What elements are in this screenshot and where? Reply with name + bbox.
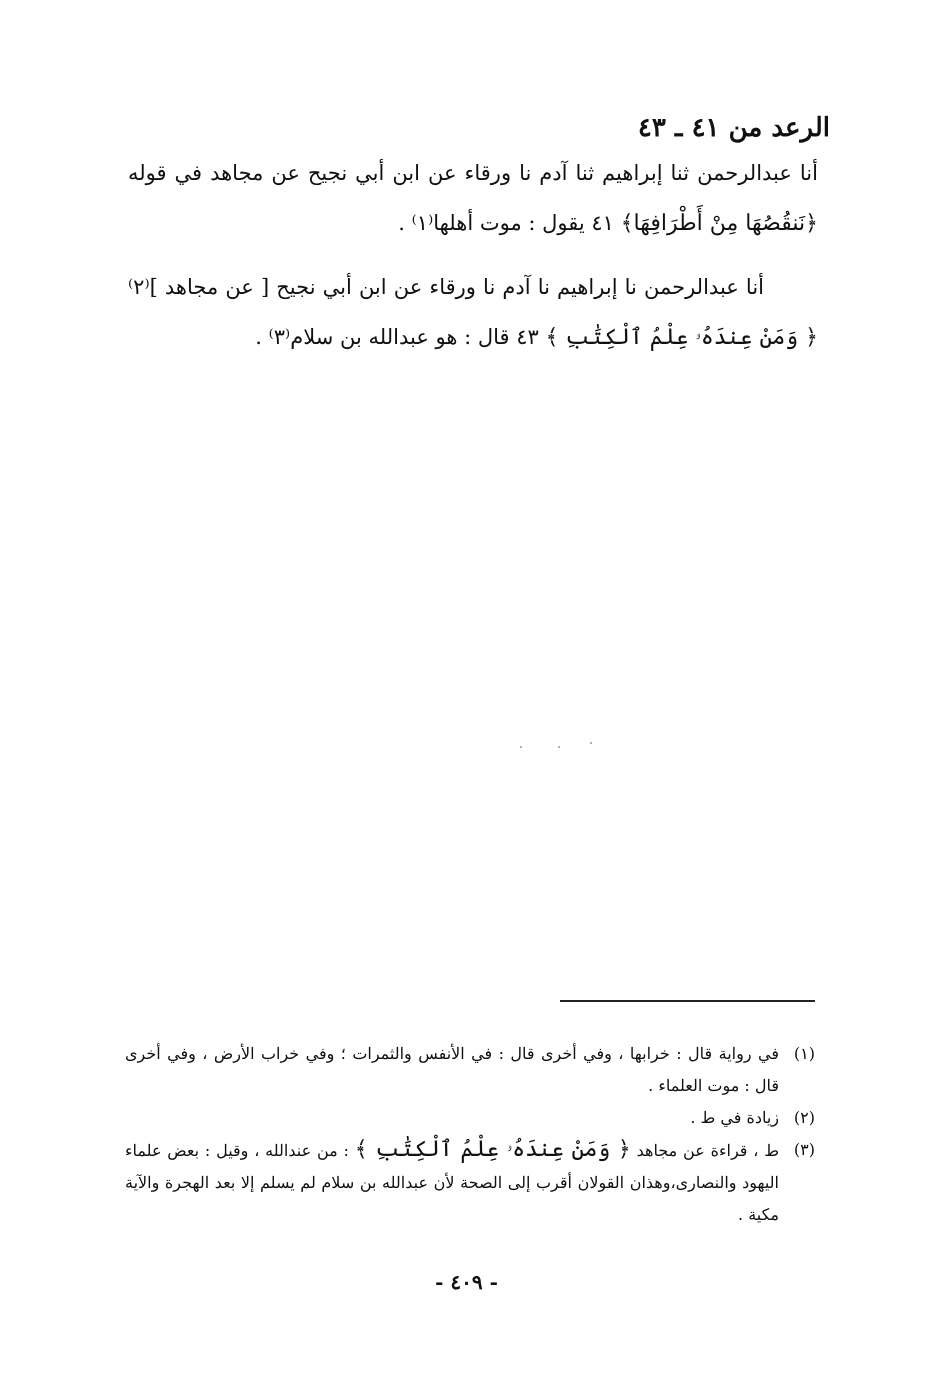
scan-speck-marks bbox=[520, 738, 600, 752]
footnote-2-text: زيادة في ط . bbox=[690, 1108, 779, 1127]
paragraph-2-text: أنا عبدالرحمن نا إبراهيم نا آدم نا ورقاء عن ابن أبي نجيح [ عن مجاهد ]⁽٢⁾ bbox=[128, 275, 764, 299]
footnote-3-quran-verse: ﴿ وَمَنْ عِندَهُۥ عِلْمُ ٱلْكِتَٰبِ ﴾ bbox=[354, 1137, 631, 1162]
footnote-3 bbox=[125, 1134, 815, 1231]
footnote-separator bbox=[560, 1000, 815, 1002]
footnote-1-text: في رواية قال : خرابها ، وفي أخرى قال : في الأنفس والثمرات ؛ وفي خراب الأرض ، وفي أخرى قال : موت العلماء . bbox=[125, 1044, 779, 1095]
paragraph-2-quran-verse: ﴿ وَمَنْ عِندَهُۥ عِلْمُ ٱلْكِتَٰبِ ﴾ bbox=[545, 325, 818, 350]
footnote-3-text: ط ، قراءة عن مجاهد bbox=[630, 1141, 779, 1160]
paragraph-1-text: أنا عبدالرحمن ثنا إبراهيم ثنا آدم نا ورقاء عن ابن أبي نجيح عن مجاهد في قوله bbox=[128, 161, 818, 185]
page-number: - ٤٠٩ - bbox=[435, 1270, 498, 1294]
paragraph-2-text-end: ٤٣ قال : هو عبدالله بن سلام⁽٣⁾ . bbox=[255, 325, 546, 349]
footnotes bbox=[125, 1038, 815, 1231]
paragraph-1 bbox=[128, 148, 818, 249]
footnote-3-number: (٣) bbox=[793, 1140, 815, 1159]
paragraph-1-text-end: ٤١ يقول : موت أهلها⁽١⁾ . bbox=[398, 211, 621, 235]
footnote-1 bbox=[125, 1038, 815, 1102]
footnote-1-number: (١) bbox=[793, 1044, 815, 1063]
paragraph-1-quran-verse: ﴿نَنقُصُهَا مِنْ أَطْرَافِهَا﴾ bbox=[620, 211, 818, 236]
footnote-2 bbox=[125, 1102, 815, 1134]
paragraph-2 bbox=[128, 262, 818, 363]
footnote-3-text-end: : من عندالله ، وقيل : بعض علماء اليهود والنصارى،وهذان القولان أقرب إلى الصحة لأن عبدالله بن سلام لم يسلم إلا بعد الهجرة والآية مكية . bbox=[125, 1141, 780, 1224]
footnote-2-number: (٢) bbox=[793, 1108, 815, 1127]
section-heading: الرعد من ٤١ ـ ٤٣ bbox=[637, 113, 830, 143]
